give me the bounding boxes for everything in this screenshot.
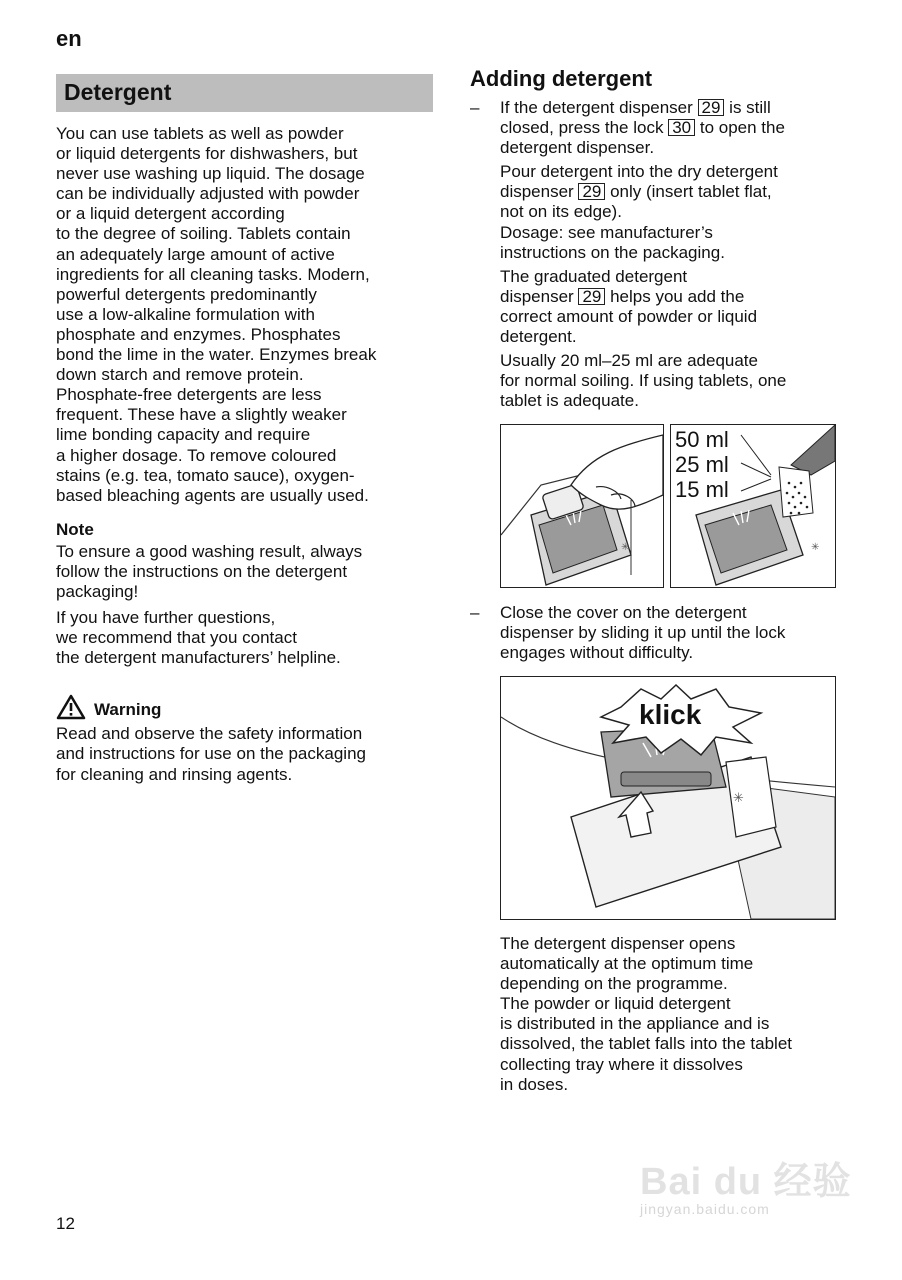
reference-number-29: 29 — [578, 288, 605, 305]
watermark-url: jingyan.baidu.com — [640, 1201, 770, 1217]
reference-number-30: 30 — [668, 119, 695, 136]
step-open-dispenser — [470, 98, 850, 411]
reference-number-29: 29 — [578, 183, 605, 200]
warning-heading: Warning — [94, 700, 162, 720]
dosage-scale-labels — [675, 427, 729, 502]
language-code: en — [56, 26, 82, 51]
step-close-text: Close the cover on the detergent dispenser by sliding it up until the lock engages without difficulty. — [500, 603, 786, 663]
adding-detergent-heading: Adding detergent — [470, 66, 653, 91]
note-paragraph-2: If you have further questions, we recommend that you contact the detergent manufacturers’ helpline. — [56, 608, 341, 668]
watermark-logo: Bai du 经验 — [640, 1161, 852, 1203]
svg-text:✳: ✳ — [811, 542, 820, 553]
step-open-text: If the detergent dispenser 29 is still closed, press the lock 30 to open the detergent dispenser. — [500, 98, 785, 158]
left-column — [56, 124, 436, 785]
watermark — [640, 1150, 852, 1217]
dosage-label-50ml: 50 ml — [675, 427, 729, 452]
note-paragraph-1: To ensure a good washing result, always follow the instructions on the detergent packaging! — [56, 541, 363, 601]
dosage-label-25ml: 25 ml — [675, 452, 729, 477]
warning-triangle-icon — [56, 694, 86, 720]
list-dash: – — [470, 98, 480, 117]
svg-text:✳: ✳ — [621, 542, 630, 553]
reference-number-29: 29 — [698, 99, 725, 116]
dosage-label-15ml: 15 ml — [675, 477, 729, 502]
dispenser-explanation — [470, 934, 850, 1095]
note-heading: Note — [56, 519, 94, 539]
section-heading-bar — [56, 74, 433, 112]
warning-header — [56, 694, 436, 720]
figure-graduated-dispenser — [670, 424, 836, 588]
step-dosage-text: Usually 20 ml–25 ml are adequate for normal soiling. If using tablets, one tablet is adequate. — [500, 351, 787, 411]
step-pour-text: Pour detergent into the dry detergent dispenser 29 only (insert tablet flat, not on its edge). Dosage: see manufacturer’s instructions on the packaging. — [500, 162, 778, 262]
page-number: 12 — [56, 1214, 75, 1233]
list-dash: – — [470, 603, 480, 622]
warning-body-text: Read and observe the safety information and instructions for use on the packaging for cleaning and rinsing agents. — [56, 724, 366, 784]
detergent-body-text: You can use tablets as well as powder or liquid detergents for dishwashers, but never use washing up liquid. The dosage can be individually adjusted with powder or a liquid detergent according to the degree of soiling. Tablets contain an adequately large amount of active ingredients for all cleaning tasks. Modern, powerful detergents predominantly use a low-alkaline formulation with phosphate and enzymes. Phosphates bond the lime in the water. Enzymes break down starch and remove protein. Phosphate-free detergents are less frequent. These have a slightly weaker lime bonding capacity and require a higher dosage. To remove coloured stains (e.g. tea, tomato sauce), oxygen- based bleaching agents are usually used. — [56, 124, 377, 505]
tablet-dispenser-illustration — [501, 425, 663, 587]
step-graduated-text: The graduated detergent dispenser 29 helps you add the correct amount of powder or liquid detergent. — [500, 266, 758, 347]
dispenser-explanation-text: The detergent dispenser opens automatically at the optimum time depending on the programme. The powder or liquid detergent is distributed in the appliance and is dissolved, the tablet falls into the tablet collecting tray where it dissolves in doses. — [500, 934, 793, 1094]
section-title: Detergent — [64, 79, 172, 105]
svg-text:✳: ✳ — [733, 791, 744, 806]
klick-label: klick — [639, 699, 702, 730]
step-close-cover — [470, 603, 850, 663]
figure-close-cover — [500, 676, 836, 920]
figure-insert-tablet — [500, 424, 664, 588]
